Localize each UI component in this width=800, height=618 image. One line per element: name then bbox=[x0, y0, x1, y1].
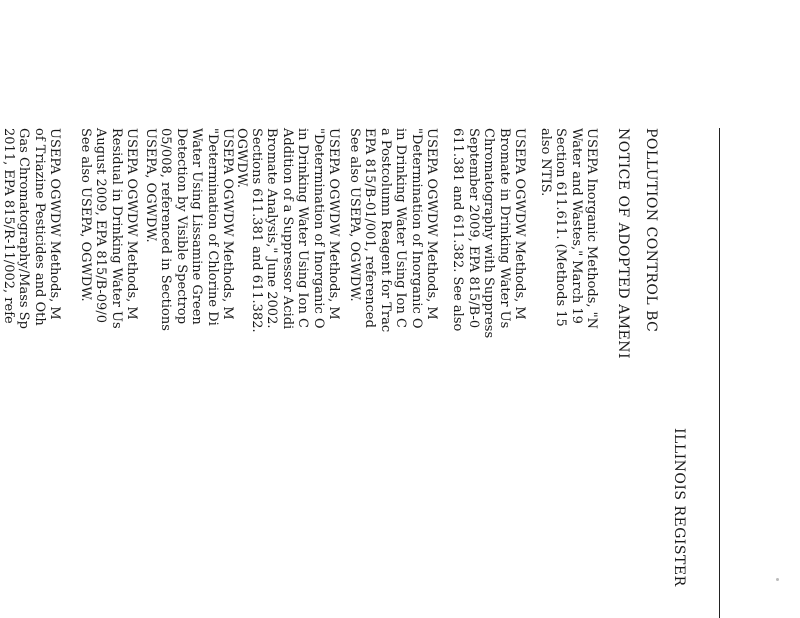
reference-line: "Determination of Chlorine Di bbox=[204, 128, 220, 326]
reference-line: See also USEPA, OGWDW. bbox=[77, 128, 93, 302]
reference-line: Residual in Drinking Water Us bbox=[108, 128, 124, 329]
register-title: ILLINOIS REGISTER bbox=[671, 428, 687, 587]
reference-line: in Drinking Water Using Ion C bbox=[295, 128, 311, 328]
reference-line: 05/008, referenced in Sections bbox=[158, 128, 174, 331]
reference-line: also NTIS. bbox=[537, 128, 553, 197]
notice-title: NOTICE OF ADOPTED AMENI bbox=[615, 128, 631, 360]
reference-line: USEPA OGWDW Methods, M bbox=[326, 128, 341, 320]
reference-line: EPA 815/B-01/001, referenced bbox=[362, 128, 378, 328]
reference-line: Section 611.611. (Methods 15 bbox=[553, 128, 569, 327]
reference-line: USEPA OGWDW Methods, M bbox=[124, 128, 139, 320]
reference-line: a Postcolumn Reagent for Trac bbox=[377, 128, 393, 333]
reference-line: Gas Chromatography/Mass Sp bbox=[16, 128, 32, 329]
reference-line: in Drinking Water Using Ion C bbox=[393, 128, 409, 328]
reference-line: Addition of a Suppressor Acidi bbox=[279, 128, 295, 330]
reference-line: 2011, EPA 815/R-11/002, refe bbox=[0, 128, 16, 324]
reference-line: Detection by Visible Spectrop bbox=[173, 128, 189, 325]
reference-line: USEPA OGWDW Methods, M bbox=[220, 128, 235, 320]
reference-line: "Determination of Inorganic O bbox=[408, 128, 424, 329]
reference-line: August 2009, EPA 815/B-09/0 bbox=[93, 128, 109, 323]
reference-line: September 2009, EPA 815/B-0 bbox=[465, 128, 481, 329]
board-title: POLLUTION CONTROL BC bbox=[643, 128, 659, 333]
header-rule bbox=[719, 128, 720, 618]
reference-line: USEPA Inorganic Methods, "N bbox=[584, 128, 599, 330]
reference-line: USEPA OGWDW Methods, M bbox=[512, 128, 527, 320]
reference-line: Sections 611.381 and 611.382. bbox=[249, 128, 264, 333]
reference-line: Water and Wastes," March 19 bbox=[568, 128, 584, 324]
reference-line: 611.381 and 611.382. See also bbox=[450, 128, 466, 332]
reference-line: USEPA, OGWDW. bbox=[143, 128, 158, 243]
reference-line: "Determination of Inorganic O bbox=[310, 128, 326, 329]
reference-line: See also USEPA, OGWDW. bbox=[347, 128, 362, 302]
reference-line: USEPA OGWDW Methods, M bbox=[47, 128, 62, 320]
reference-line: Bromate in Drinking Water Us bbox=[496, 128, 512, 329]
scan-speck bbox=[776, 578, 779, 581]
reference-line: Water Using Lissamine Green bbox=[189, 128, 205, 325]
reference-line: OGWDW. bbox=[233, 128, 249, 189]
reference-line: Bromate Analysis," June 2002. bbox=[264, 128, 280, 329]
reference-line: USEPA OGWDW Methods, M bbox=[424, 128, 439, 320]
reference-line: Chromatography with Suppress bbox=[481, 128, 497, 339]
reference-line: of Triazine Pesticides and Oth bbox=[31, 128, 47, 326]
